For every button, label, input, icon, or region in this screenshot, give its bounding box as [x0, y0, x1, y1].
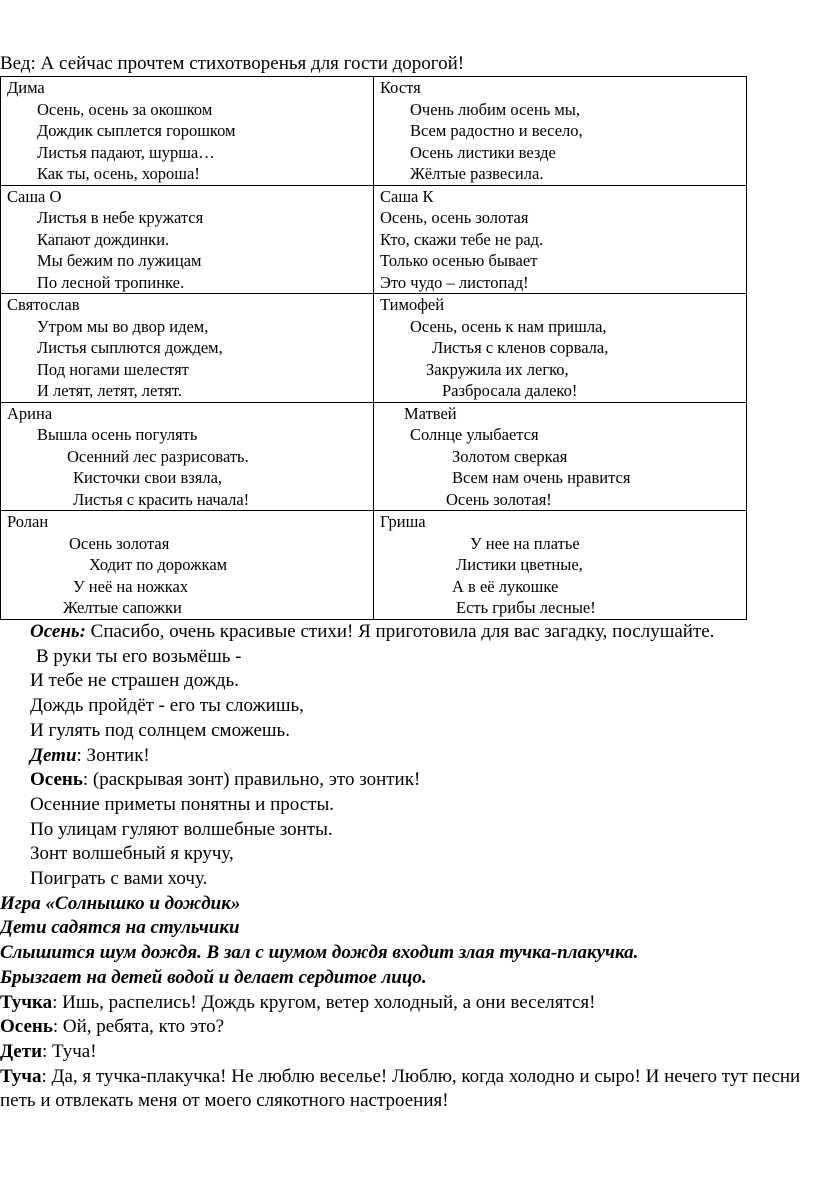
- poem-line: Солнце улыбается: [410, 425, 539, 444]
- reader-name: Тимофей: [380, 295, 445, 314]
- poem-line: Желтые сапожки: [63, 598, 182, 617]
- stage-direction: Слышится шум дождя. В зал с шумом дождя входит злая тучка-плакучка.: [0, 942, 639, 964]
- poem-cell: [374, 402, 747, 511]
- poem-cell: [1, 402, 374, 511]
- reader-name: Гриша: [380, 512, 426, 531]
- poem-row: [1, 77, 747, 186]
- tucha-line-2: [0, 1065, 810, 1114]
- stage-direction: Брызгает на детей водой и делает сердитое лицо.: [0, 966, 427, 988]
- osen-line-3: [0, 1015, 810, 1040]
- osen-line-1: [0, 620, 810, 645]
- line-text: : Да, я тучка-плакучка! Не люблю веселье! Люблю, когда холодно и сыро! И нечего тут песни петь и отвлекать меня от моего слякотного настроения!: [0, 1065, 801, 1112]
- osen-line-2: [0, 768, 810, 793]
- poem-line: Жёлтые развесила.: [410, 164, 544, 183]
- verse-line: Поиграть с вами хочу.: [30, 868, 208, 890]
- poem-line: И летят, летят, летят.: [37, 381, 182, 400]
- poem-line: А в её лукошке: [452, 576, 559, 596]
- poem-line: Всем радостно и весело,: [410, 121, 583, 140]
- poem-line: Закружила их легко,: [426, 359, 569, 379]
- speaker-label: Тучка: [0, 991, 53, 1013]
- poem-line: Осень, осень к нам пришла,: [410, 316, 607, 336]
- reader-name: Саша К: [380, 186, 434, 206]
- speaker-label: Осень: [30, 769, 83, 791]
- poem-line: Под ногами шелестят: [37, 359, 189, 379]
- poem-line: Листики цветные,: [456, 555, 583, 574]
- stage-direction: Дети садятся на стульчики: [0, 917, 240, 939]
- poem-row: [1, 402, 747, 511]
- poem-cell: [1, 294, 374, 403]
- poem-line: Разбросала далеко!: [442, 381, 578, 400]
- poem-row: [1, 511, 747, 620]
- poem-line: У неё на ножках: [73, 576, 189, 596]
- poem-cell: [374, 511, 747, 620]
- verse-line: Зонт волшебный я кручу,: [30, 843, 234, 865]
- line-text: : Зонтик!: [76, 744, 150, 766]
- poem-line: Утром мы во двор идем,: [37, 316, 209, 336]
- line-text: : (раскрывая зонт) правильно, это зонтик!: [82, 769, 421, 791]
- reader-name: Дима: [7, 78, 45, 97]
- poem-line: Вышла осень погулять: [37, 425, 198, 444]
- reader-name: Матвей: [404, 403, 457, 423]
- poem-line: Листья с красить начала!: [73, 489, 250, 509]
- poem-line: Дождик сыплется горошком: [37, 121, 236, 140]
- poem-row: [1, 294, 747, 403]
- poem-line: По лесной тропинке.: [37, 272, 185, 292]
- poem-line: Листья с кленов сорвала,: [432, 338, 609, 357]
- poem-line: Осень, осень за окошком: [37, 99, 213, 119]
- poem-line: Листья сыплются дождем,: [37, 338, 223, 357]
- poem-line: Мы бежим по лужицам: [37, 251, 202, 270]
- reader-name: Арина: [7, 403, 53, 423]
- riddle-line: И тебе не страшен дождь.: [30, 670, 239, 692]
- poem-cell: [374, 294, 747, 403]
- poem-line: Кисточки свои взяла,: [73, 468, 223, 487]
- poem-row: [1, 185, 747, 294]
- poem-line: Осень листики везде: [410, 142, 556, 162]
- poem-cell: [1, 511, 374, 620]
- reader-name: Ролан: [7, 512, 49, 531]
- riddle-line: Дождь пройдёт - его ты сложишь,: [30, 695, 304, 717]
- tucha-line-1: [0, 991, 810, 1016]
- poem-line: Только осенью бывает: [380, 251, 538, 270]
- line-text: : Туча!: [42, 1040, 97, 1062]
- speaker-label: Осень:: [30, 621, 86, 642]
- poem-line: Это чудо – листопад!: [380, 272, 529, 292]
- speaker-label: Туча: [0, 1065, 42, 1087]
- speaker-label: Дети: [30, 744, 77, 766]
- reader-name: Святослав: [7, 295, 80, 314]
- poem-line: Ходит по дорожкам: [89, 555, 228, 574]
- line-text: Спасибо, очень красивые стихи! Я приготовила для вас загадку, послушайте.: [85, 621, 715, 642]
- line-text: : Ой, ребята, кто это?: [52, 1016, 225, 1038]
- riddle-line: И гулять под солнцем сможешь.: [30, 719, 290, 741]
- poem-line: Золотом сверкая: [452, 446, 568, 466]
- reader-name: Костя: [380, 78, 421, 97]
- poem-line: Всем нам очень нравится: [452, 468, 631, 487]
- verse-line: Осенние приметы понятны и просты.: [30, 793, 334, 815]
- poem-line: Очень любим осень мы,: [410, 99, 581, 119]
- stage-direction: Игра «Солнышко и дождик»: [0, 892, 241, 914]
- deti-line-2: [0, 1040, 810, 1065]
- poem-line: Осень, осень золотая: [380, 208, 529, 227]
- poem-line: У нее на платье: [470, 533, 580, 553]
- script-body: [0, 620, 810, 1114]
- verse-line: По улицам гуляют волшебные зонты.: [30, 818, 333, 840]
- speaker-label: Дети: [0, 1040, 43, 1062]
- speaker-label: Осень: [0, 1016, 53, 1038]
- poem-line: Капают дождинки.: [37, 229, 170, 249]
- poem-cell: [374, 77, 747, 186]
- intro-line: Вед: А сейчас прочтем стихотворенья для гости дорогой!: [0, 53, 465, 74]
- poem-line: Листья падают, шурша…: [37, 142, 215, 162]
- poem-cell: [1, 77, 374, 186]
- poem-line: Есть грибы лесные!: [456, 598, 596, 617]
- reader-name: Саша О: [7, 186, 62, 206]
- poem-line: Листья в небе кружатся: [37, 208, 204, 227]
- poems-table: [0, 76, 747, 620]
- poem-cell: [374, 185, 747, 294]
- line-text: : Ишь, распелись! Дождь кругом, ветер холодный, а они веселятся!: [52, 991, 596, 1013]
- poem-line: Кто, скажи тебе не рад.: [380, 229, 544, 249]
- poem-line: Как ты, осень, хороша!: [37, 164, 200, 183]
- riddle-line: В руки ты его возьмёшь -: [36, 645, 242, 667]
- poem-line: Осень золотая!: [446, 489, 552, 509]
- deti-line-1: [0, 744, 810, 769]
- poem-cell: [1, 185, 374, 294]
- poem-line: Осень золотая: [69, 533, 170, 553]
- poem-line: Осенний лес разрисовать.: [67, 446, 249, 466]
